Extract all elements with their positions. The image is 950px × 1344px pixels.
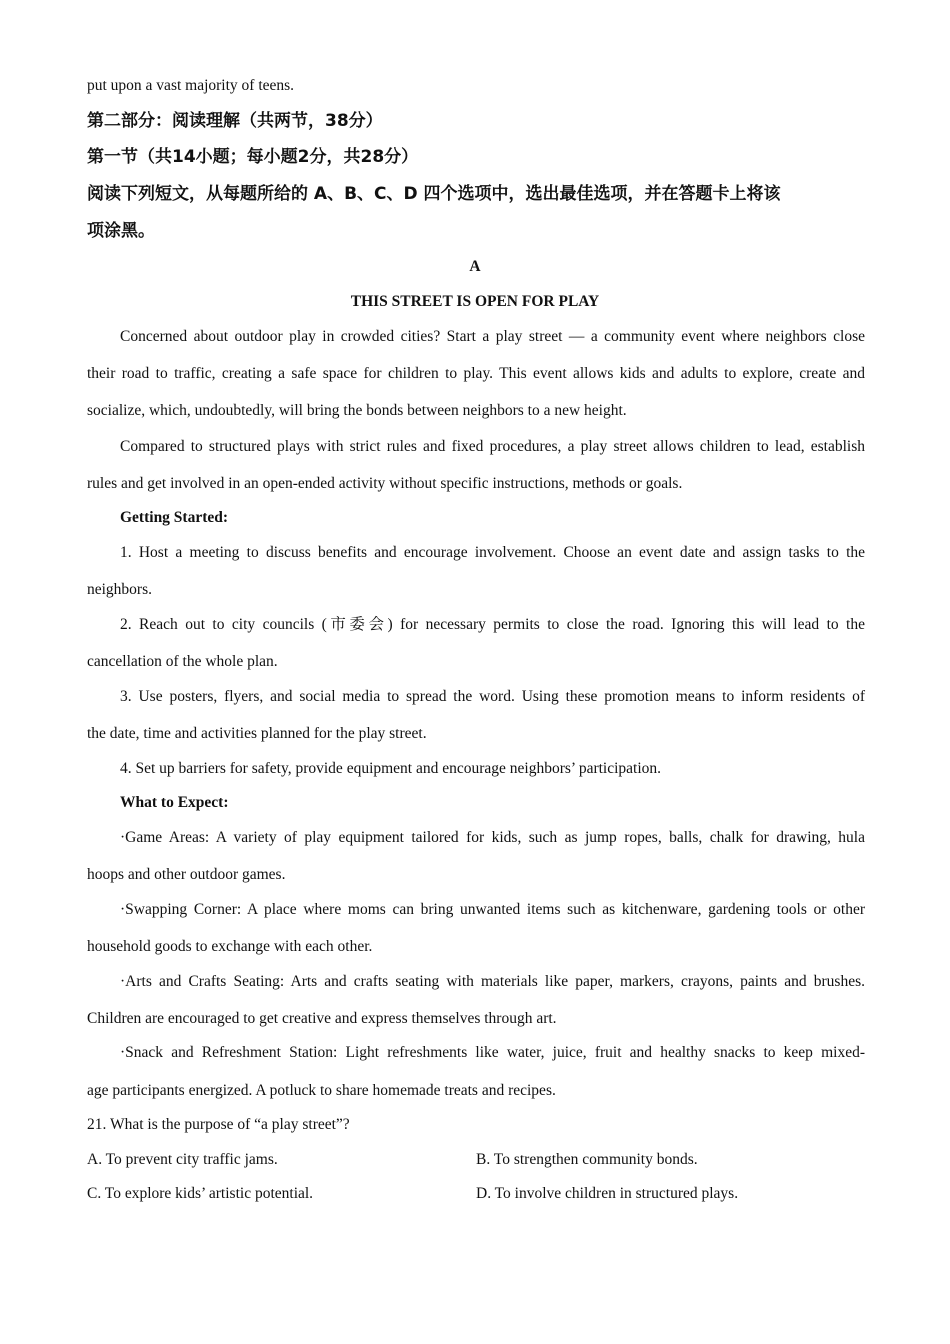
option-c[interactable]: C. To explore kids’ artistic potential. — [87, 1185, 314, 1202]
instructions-line-2: 项涂黑。 — [87, 221, 155, 241]
option-b[interactable]: B. To strengthen community bonds. — [476, 1151, 698, 1168]
step-1-line-1: 1. Host a meeting to discuss benefits and encourage involvement. Choose an event date and assign tasks to the — [120, 544, 865, 561]
paragraph-1-line-2: their road to traffic, creating a safe space for children to play. This event allows kids and adults to explore, create and — [87, 365, 865, 382]
step-4-line-1: 4. Set up barriers for safety, provide equipment and encourage neighbors’ participation. — [120, 760, 662, 777]
part2-heading: 第二部分：阅读理解（共两节，38分） — [87, 111, 383, 131]
expect-1-line-1: ·Game Areas: A variety of play equipment tailored for kids, such as jump ropes, balls, chalk for drawing, hula — [120, 829, 865, 846]
step-2-line-1: 2. Reach out to city councils (市委会) for necessary permits to close the road. Ignoring this will lead to the — [120, 616, 865, 633]
question-21-stem: 21. What is the purpose of “a play street”? — [87, 1116, 350, 1133]
step-3-line-2: the date, time and activities planned for the play street. — [87, 725, 427, 742]
getting-started-heading: Getting Started: — [120, 509, 229, 526]
expect-2-line-1: ·Swapping Corner: A place where moms can bring unwanted items such as kitchenware, gardening tools or other — [120, 901, 865, 918]
passage-letter: A — [469, 258, 481, 275]
expect-4-line-2: age participants energized. A potluck to share homemade treats and recipes. — [87, 1082, 556, 1099]
paragraph-2-line-2: rules and get involved in an open-ended activity without specific instructions, methods or goals. — [87, 475, 683, 492]
instructions-line-1: 阅读下列短文，从每题所给的 A、B、C、D 四个选项中，选出最佳选项，并在答题卡上将该 — [87, 184, 781, 204]
step-2-line-2: cancellation of the whole plan. — [87, 653, 278, 670]
option-a[interactable]: A. To prevent city traffic jams. — [87, 1151, 278, 1168]
what-to-expect-heading: What to Expect: — [120, 794, 229, 811]
expect-4-line-1: ·Snack and Refreshment Station: Light refreshments like water, juice, fruit and healthy snacks to keep mixed- — [120, 1044, 865, 1061]
paragraph-2-line-1: Compared to structured plays with strict rules and fixed procedures, a play street allows children to lead, establish — [120, 438, 865, 455]
option-d[interactable]: D. To involve children in structured plays. — [476, 1185, 739, 1202]
step-3-line-1: 3. Use posters, flyers, and social media to spread the word. Using these promotion means to inform residents of — [120, 688, 865, 705]
passage-title: THIS STREET IS OPEN FOR PLAY — [350, 293, 600, 310]
expect-2-line-2: household goods to exchange with each other. — [87, 938, 373, 955]
expect-3-line-2: Children are encouraged to get creative and express themselves through art. — [87, 1010, 557, 1027]
paragraph-1-line-3: socialize, which, undoubtedly, will bring the bonds between neighbors to a new height. — [87, 402, 627, 419]
paragraph-1-line-1: Concerned about outdoor play in crowded cities? Start a play street — a community event where neighbors close — [120, 328, 865, 345]
expect-3-line-1: ·Arts and Crafts Seating: Arts and crafts seating with materials like paper, markers, crayons, paints and brushes. — [120, 973, 865, 990]
step-1-line-2: neighbors. — [87, 581, 153, 598]
expect-1-line-2: hoops and other outdoor games. — [87, 866, 286, 883]
intro-tail: put upon a vast majority of teens. — [87, 77, 295, 94]
section1-heading: 第一节（共14小题；每小题2分，共28分） — [87, 147, 419, 167]
